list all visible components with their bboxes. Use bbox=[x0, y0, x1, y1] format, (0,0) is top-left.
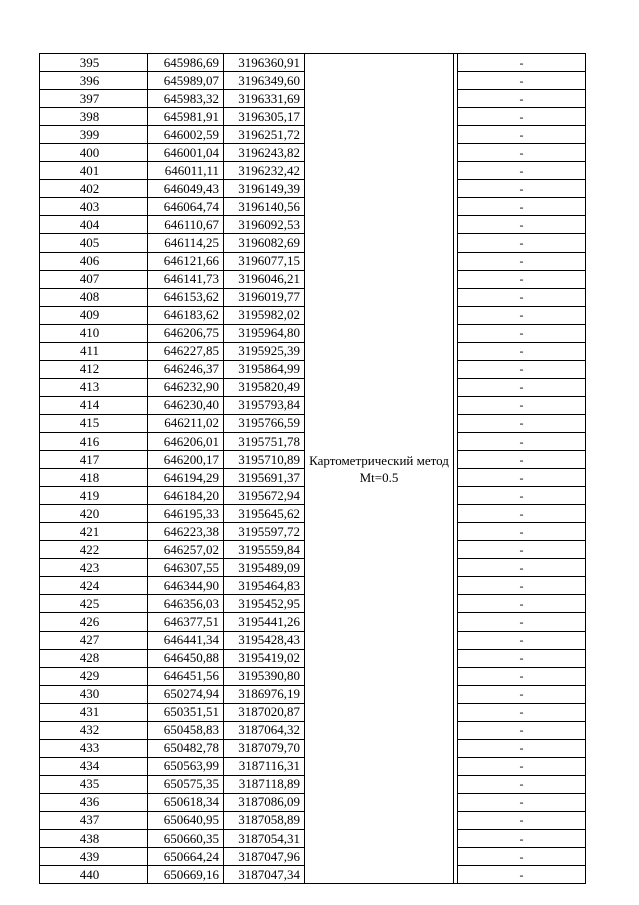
point-number-cell: 398 bbox=[40, 108, 148, 126]
x-coordinate-cell: 646049,43 bbox=[148, 180, 224, 198]
point-number-cell: 397 bbox=[40, 90, 148, 108]
x-coordinate-cell: 646110,67 bbox=[148, 216, 224, 234]
point-number-cell: 412 bbox=[40, 360, 148, 378]
point-number-cell: 423 bbox=[40, 559, 148, 577]
table-row bbox=[40, 54, 586, 72]
x-coordinate-cell: 645983,32 bbox=[148, 90, 224, 108]
accuracy-mark-cell: - bbox=[458, 378, 586, 396]
point-number-cell: 429 bbox=[40, 667, 148, 685]
accuracy-mark-cell: - bbox=[458, 505, 586, 523]
point-number-cell: 411 bbox=[40, 342, 148, 360]
x-coordinate-cell: 650664,24 bbox=[148, 848, 224, 866]
y-coordinate-cell: 3196046,21 bbox=[224, 270, 305, 288]
accuracy-mark-cell: - bbox=[458, 162, 586, 180]
x-coordinate-cell: 646356,03 bbox=[148, 595, 224, 613]
x-coordinate-cell: 646227,85 bbox=[148, 342, 224, 360]
y-coordinate-cell: 3195793,84 bbox=[224, 396, 305, 414]
point-number-cell: 399 bbox=[40, 126, 148, 144]
accuracy-mark-cell: - bbox=[458, 396, 586, 414]
y-coordinate-cell: 3187047,96 bbox=[224, 848, 305, 866]
y-coordinate-cell: 3196349,60 bbox=[224, 72, 305, 90]
x-coordinate-cell: 646206,75 bbox=[148, 324, 224, 342]
coordinates-table-body bbox=[40, 54, 586, 884]
point-number-cell: 438 bbox=[40, 830, 148, 848]
accuracy-mark-cell: - bbox=[458, 469, 586, 487]
x-coordinate-cell: 650458,83 bbox=[148, 721, 224, 739]
point-number-cell: 418 bbox=[40, 469, 148, 487]
x-coordinate-cell: 646121,66 bbox=[148, 252, 224, 270]
point-number-cell: 424 bbox=[40, 577, 148, 595]
accuracy-mark-cell: - bbox=[458, 54, 586, 72]
x-coordinate-cell: 646246,37 bbox=[148, 360, 224, 378]
x-coordinate-cell: 646441,34 bbox=[148, 631, 224, 649]
x-coordinate-cell: 646141,73 bbox=[148, 270, 224, 288]
y-coordinate-cell: 3195489,09 bbox=[224, 559, 305, 577]
y-coordinate-cell: 3195820,49 bbox=[224, 378, 305, 396]
accuracy-mark-cell: - bbox=[458, 739, 586, 757]
accuracy-mark-cell: - bbox=[458, 234, 586, 252]
x-coordinate-cell: 650274,94 bbox=[148, 685, 224, 703]
accuracy-mark-cell: - bbox=[458, 216, 586, 234]
point-number-cell: 404 bbox=[40, 216, 148, 234]
y-coordinate-cell: 3196082,69 bbox=[224, 234, 305, 252]
accuracy-mark-cell: - bbox=[458, 198, 586, 216]
accuracy-mark-cell: - bbox=[458, 559, 586, 577]
point-number-cell: 433 bbox=[40, 739, 148, 757]
x-coordinate-cell: 646451,56 bbox=[148, 667, 224, 685]
accuracy-mark-cell: - bbox=[458, 288, 586, 306]
y-coordinate-cell: 3187079,70 bbox=[224, 739, 305, 757]
y-coordinate-cell: 3196243,82 bbox=[224, 144, 305, 162]
accuracy-mark-cell: - bbox=[458, 649, 586, 667]
y-coordinate-cell: 3187054,31 bbox=[224, 830, 305, 848]
point-number-cell: 408 bbox=[40, 288, 148, 306]
y-coordinate-cell: 3186976,19 bbox=[224, 685, 305, 703]
accuracy-mark-cell: - bbox=[458, 830, 586, 848]
accuracy-mark-cell: - bbox=[458, 306, 586, 324]
y-coordinate-cell: 3196360,91 bbox=[224, 54, 305, 72]
point-number-cell: 395 bbox=[40, 54, 148, 72]
y-coordinate-cell: 3195645,62 bbox=[224, 505, 305, 523]
x-coordinate-cell: 650640,95 bbox=[148, 811, 224, 829]
point-number-cell: 405 bbox=[40, 234, 148, 252]
y-coordinate-cell: 3195597,72 bbox=[224, 523, 305, 541]
y-coordinate-cell: 3195441,26 bbox=[224, 613, 305, 631]
x-coordinate-cell: 650660,35 bbox=[148, 830, 224, 848]
accuracy-mark-cell: - bbox=[458, 90, 586, 108]
y-coordinate-cell: 3195964,80 bbox=[224, 324, 305, 342]
y-coordinate-cell: 3195428,43 bbox=[224, 631, 305, 649]
point-number-cell: 428 bbox=[40, 649, 148, 667]
accuracy-mark-cell: - bbox=[458, 432, 586, 450]
accuracy-mark-cell: - bbox=[458, 523, 586, 541]
point-number-cell: 402 bbox=[40, 180, 148, 198]
point-number-cell: 434 bbox=[40, 757, 148, 775]
accuracy-mark-cell: - bbox=[458, 577, 586, 595]
accuracy-mark-cell: - bbox=[458, 667, 586, 685]
y-coordinate-cell: 3195925,39 bbox=[224, 342, 305, 360]
x-coordinate-cell: 650618,34 bbox=[148, 793, 224, 811]
point-number-cell: 407 bbox=[40, 270, 148, 288]
point-number-cell: 425 bbox=[40, 595, 148, 613]
x-coordinate-cell: 646223,38 bbox=[148, 523, 224, 541]
x-coordinate-cell: 646230,40 bbox=[148, 396, 224, 414]
point-number-cell: 437 bbox=[40, 811, 148, 829]
x-coordinate-cell: 650482,78 bbox=[148, 739, 224, 757]
accuracy-mark-cell: - bbox=[458, 685, 586, 703]
point-number-cell: 415 bbox=[40, 414, 148, 432]
y-coordinate-cell: 3196077,15 bbox=[224, 252, 305, 270]
point-number-cell: 431 bbox=[40, 703, 148, 721]
accuracy-mark-cell: - bbox=[458, 866, 586, 884]
y-coordinate-cell: 3187064,32 bbox=[224, 721, 305, 739]
point-number-cell: 409 bbox=[40, 306, 148, 324]
point-number-cell: 413 bbox=[40, 378, 148, 396]
x-coordinate-cell: 646450,88 bbox=[148, 649, 224, 667]
accuracy-mark-cell: - bbox=[458, 811, 586, 829]
y-coordinate-cell: 3187118,89 bbox=[224, 775, 305, 793]
y-coordinate-cell: 3187058,89 bbox=[224, 811, 305, 829]
y-coordinate-cell: 3195452,95 bbox=[224, 595, 305, 613]
y-coordinate-cell: 3195982,02 bbox=[224, 306, 305, 324]
accuracy-mark-cell: - bbox=[458, 541, 586, 559]
x-coordinate-cell: 646344,90 bbox=[148, 577, 224, 595]
accuracy-mark-cell: - bbox=[458, 180, 586, 198]
y-coordinate-cell: 3195559,84 bbox=[224, 541, 305, 559]
x-coordinate-cell: 645981,91 bbox=[148, 108, 224, 126]
y-coordinate-cell: 3195864,99 bbox=[224, 360, 305, 378]
point-number-cell: 440 bbox=[40, 866, 148, 884]
y-coordinate-cell: 3195691,37 bbox=[224, 469, 305, 487]
y-coordinate-cell: 3196019,77 bbox=[224, 288, 305, 306]
accuracy-mark-cell: - bbox=[458, 595, 586, 613]
x-coordinate-cell: 646114,25 bbox=[148, 234, 224, 252]
point-number-cell: 436 bbox=[40, 793, 148, 811]
y-coordinate-cell: 3187047,34 bbox=[224, 866, 305, 884]
x-coordinate-cell: 646377,51 bbox=[148, 613, 224, 631]
point-number-cell: 416 bbox=[40, 432, 148, 450]
x-coordinate-cell: 645989,07 bbox=[148, 72, 224, 90]
accuracy-mark-cell: - bbox=[458, 270, 586, 288]
point-number-cell: 403 bbox=[40, 198, 148, 216]
y-coordinate-cell: 3196305,17 bbox=[224, 108, 305, 126]
point-number-cell: 426 bbox=[40, 613, 148, 631]
accuracy-mark-cell: - bbox=[458, 72, 586, 90]
y-coordinate-cell: 3195419,02 bbox=[224, 649, 305, 667]
accuracy-mark-cell: - bbox=[458, 360, 586, 378]
x-coordinate-cell: 650563,99 bbox=[148, 757, 224, 775]
y-coordinate-cell: 3196251,72 bbox=[224, 126, 305, 144]
x-coordinate-cell: 645986,69 bbox=[148, 54, 224, 72]
accuracy-mark-cell: - bbox=[458, 848, 586, 866]
x-coordinate-cell: 646257,02 bbox=[148, 541, 224, 559]
x-coordinate-cell: 646001,04 bbox=[148, 144, 224, 162]
y-coordinate-cell: 3195672,94 bbox=[224, 487, 305, 505]
x-coordinate-cell: 646206,01 bbox=[148, 432, 224, 450]
point-number-cell: 435 bbox=[40, 775, 148, 793]
x-coordinate-cell: 650669,16 bbox=[148, 866, 224, 884]
accuracy-mark-cell: - bbox=[458, 414, 586, 432]
point-number-cell: 417 bbox=[40, 451, 148, 469]
y-coordinate-cell: 3195390,80 bbox=[224, 667, 305, 685]
x-coordinate-cell: 646211,02 bbox=[148, 414, 224, 432]
accuracy-mark-cell: - bbox=[458, 324, 586, 342]
accuracy-mark-cell: - bbox=[458, 613, 586, 631]
y-coordinate-cell: 3195766,59 bbox=[224, 414, 305, 432]
point-number-cell: 406 bbox=[40, 252, 148, 270]
point-number-cell: 430 bbox=[40, 685, 148, 703]
point-number-cell: 439 bbox=[40, 848, 148, 866]
x-coordinate-cell: 646184,20 bbox=[148, 487, 224, 505]
y-coordinate-cell: 3195464,83 bbox=[224, 577, 305, 595]
accuracy-mark-cell: - bbox=[458, 451, 586, 469]
x-coordinate-cell: 646194,29 bbox=[148, 469, 224, 487]
accuracy-mark-cell: - bbox=[458, 631, 586, 649]
point-number-cell: 396 bbox=[40, 72, 148, 90]
accuracy-mark-cell: - bbox=[458, 703, 586, 721]
point-number-cell: 432 bbox=[40, 721, 148, 739]
y-coordinate-cell: 3196232,42 bbox=[224, 162, 305, 180]
point-number-cell: 419 bbox=[40, 487, 148, 505]
x-coordinate-cell: 646183,62 bbox=[148, 306, 224, 324]
point-number-cell: 410 bbox=[40, 324, 148, 342]
y-coordinate-cell: 3196140,56 bbox=[224, 198, 305, 216]
y-coordinate-cell: 3187086,09 bbox=[224, 793, 305, 811]
x-coordinate-cell: 646200,17 bbox=[148, 451, 224, 469]
x-coordinate-cell: 646011,11 bbox=[148, 162, 224, 180]
x-coordinate-cell: 650575,35 bbox=[148, 775, 224, 793]
point-number-cell: 427 bbox=[40, 631, 148, 649]
accuracy-mark-cell: - bbox=[458, 126, 586, 144]
y-coordinate-cell: 3195710,89 bbox=[224, 451, 305, 469]
point-number-cell: 422 bbox=[40, 541, 148, 559]
point-number-cell: 400 bbox=[40, 144, 148, 162]
accuracy-mark-cell: - bbox=[458, 144, 586, 162]
coordinates-table bbox=[39, 53, 586, 884]
accuracy-mark-cell: - bbox=[458, 252, 586, 270]
x-coordinate-cell: 646153,62 bbox=[148, 288, 224, 306]
y-coordinate-cell: 3187020,87 bbox=[224, 703, 305, 721]
point-number-cell: 421 bbox=[40, 523, 148, 541]
accuracy-mark-cell: - bbox=[458, 487, 586, 505]
x-coordinate-cell: 646307,55 bbox=[148, 559, 224, 577]
accuracy-mark-cell: - bbox=[458, 793, 586, 811]
x-coordinate-cell: 646195,33 bbox=[148, 505, 224, 523]
accuracy-mark-cell: - bbox=[458, 775, 586, 793]
method-cell: Картометрический метод Mt=0.5 bbox=[305, 54, 454, 884]
accuracy-mark-cell: - bbox=[458, 108, 586, 126]
x-coordinate-cell: 646064,74 bbox=[148, 198, 224, 216]
y-coordinate-cell: 3196092,53 bbox=[224, 216, 305, 234]
y-coordinate-cell: 3196331,69 bbox=[224, 90, 305, 108]
y-coordinate-cell: 3196149,39 bbox=[224, 180, 305, 198]
accuracy-mark-cell: - bbox=[458, 342, 586, 360]
x-coordinate-cell: 650351,51 bbox=[148, 703, 224, 721]
x-coordinate-cell: 646002,59 bbox=[148, 126, 224, 144]
accuracy-mark-cell: - bbox=[458, 757, 586, 775]
x-coordinate-cell: 646232,90 bbox=[148, 378, 224, 396]
y-coordinate-cell: 3187116,31 bbox=[224, 757, 305, 775]
y-coordinate-cell: 3195751,78 bbox=[224, 432, 305, 450]
accuracy-mark-cell: - bbox=[458, 721, 586, 739]
point-number-cell: 414 bbox=[40, 396, 148, 414]
point-number-cell: 401 bbox=[40, 162, 148, 180]
point-number-cell: 420 bbox=[40, 505, 148, 523]
